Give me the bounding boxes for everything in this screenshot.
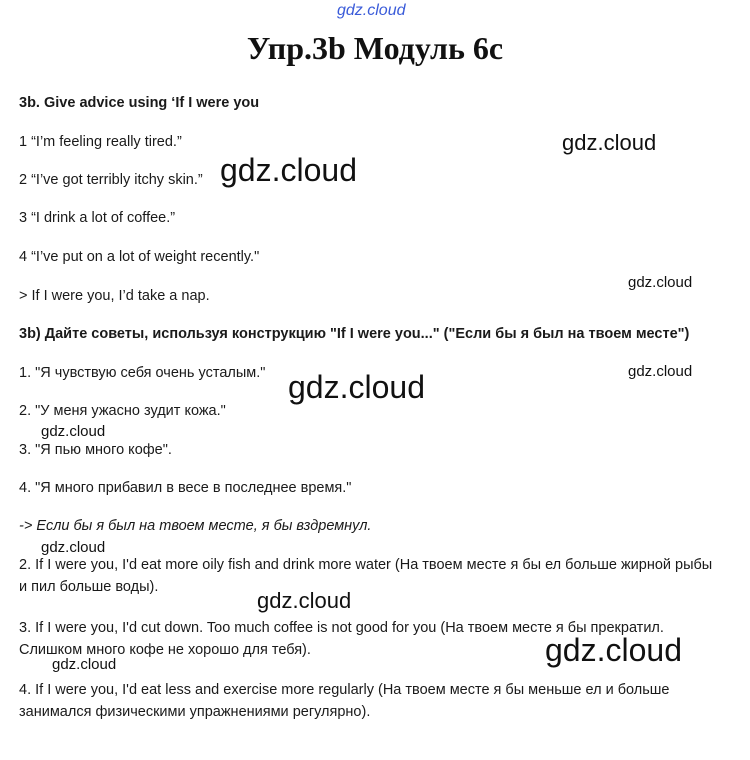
answer-3: 3. If I were you, I'd cut down. Too much coffee is not good for you (На твоем месте я бы прекратил. Слишком много кофе не хорошо для тебя).	[19, 620, 664, 658]
answer-2: 2. If I were you, I'd eat more oily fish and drink more water (На твоем месте я бы ел больше жирной рыбы и пил больше воды).	[19, 557, 713, 595]
russian-line-4: 4. "Я много прибавил в весе в последнее время."	[19, 480, 352, 496]
watermark: gdz.cloud	[628, 363, 693, 380]
watermark: gdz.cloud	[288, 369, 425, 405]
russian-line-2: 2. "У меня ужасно зудит кожа."	[19, 403, 226, 419]
english-line-1: 1 “I’m feeling really tired.”	[19, 134, 182, 150]
watermark: gdz.cloud	[545, 632, 682, 668]
watermark: gdz.cloud	[52, 656, 117, 673]
russian-line-1: 1. "Я чувствую себя очень усталым."	[19, 365, 266, 381]
watermark: gdz.cloud	[220, 152, 357, 188]
watermark: gdz.cloud	[562, 130, 657, 155]
page-title: Упр.3b Модуль 6с	[246, 30, 504, 66]
watermark: gdz.cloud	[41, 423, 106, 440]
english-heading: 3b. Give advice using ‘If I were you	[19, 95, 260, 111]
watermark: gdz.cloud	[41, 539, 106, 556]
watermark: gdz.cloud	[628, 274, 693, 291]
russian-line-3: 3. "Я пью много кофе".	[19, 442, 172, 458]
top-watermark: gdz.cloud	[337, 2, 406, 19]
english-line-3: 3 “I drink a lot of coffee.”	[19, 210, 176, 226]
answer-example: -> Если бы я был на твоем месте, я бы вздремнул.	[19, 518, 372, 534]
english-line-4: 4 “I’ve put on a lot of weight recently."	[19, 249, 260, 265]
russian-heading: 3b) Дайте советы, используя конструкцию "If I were you..." ("Если бы я был на твоем месте")	[19, 326, 690, 342]
watermark: gdz.cloud	[257, 588, 352, 613]
english-line-2: 2 “I’ve got terribly itchy skin.”	[19, 172, 203, 188]
answer-4: 4. If I were you, I'd eat less and exercise more regularly (На твоем месте я бы меньше ел и больше занимался физическими упражнениями регулярно).	[19, 682, 670, 720]
english-example-answer: > If I were you, I’d take a nap.	[19, 288, 210, 304]
